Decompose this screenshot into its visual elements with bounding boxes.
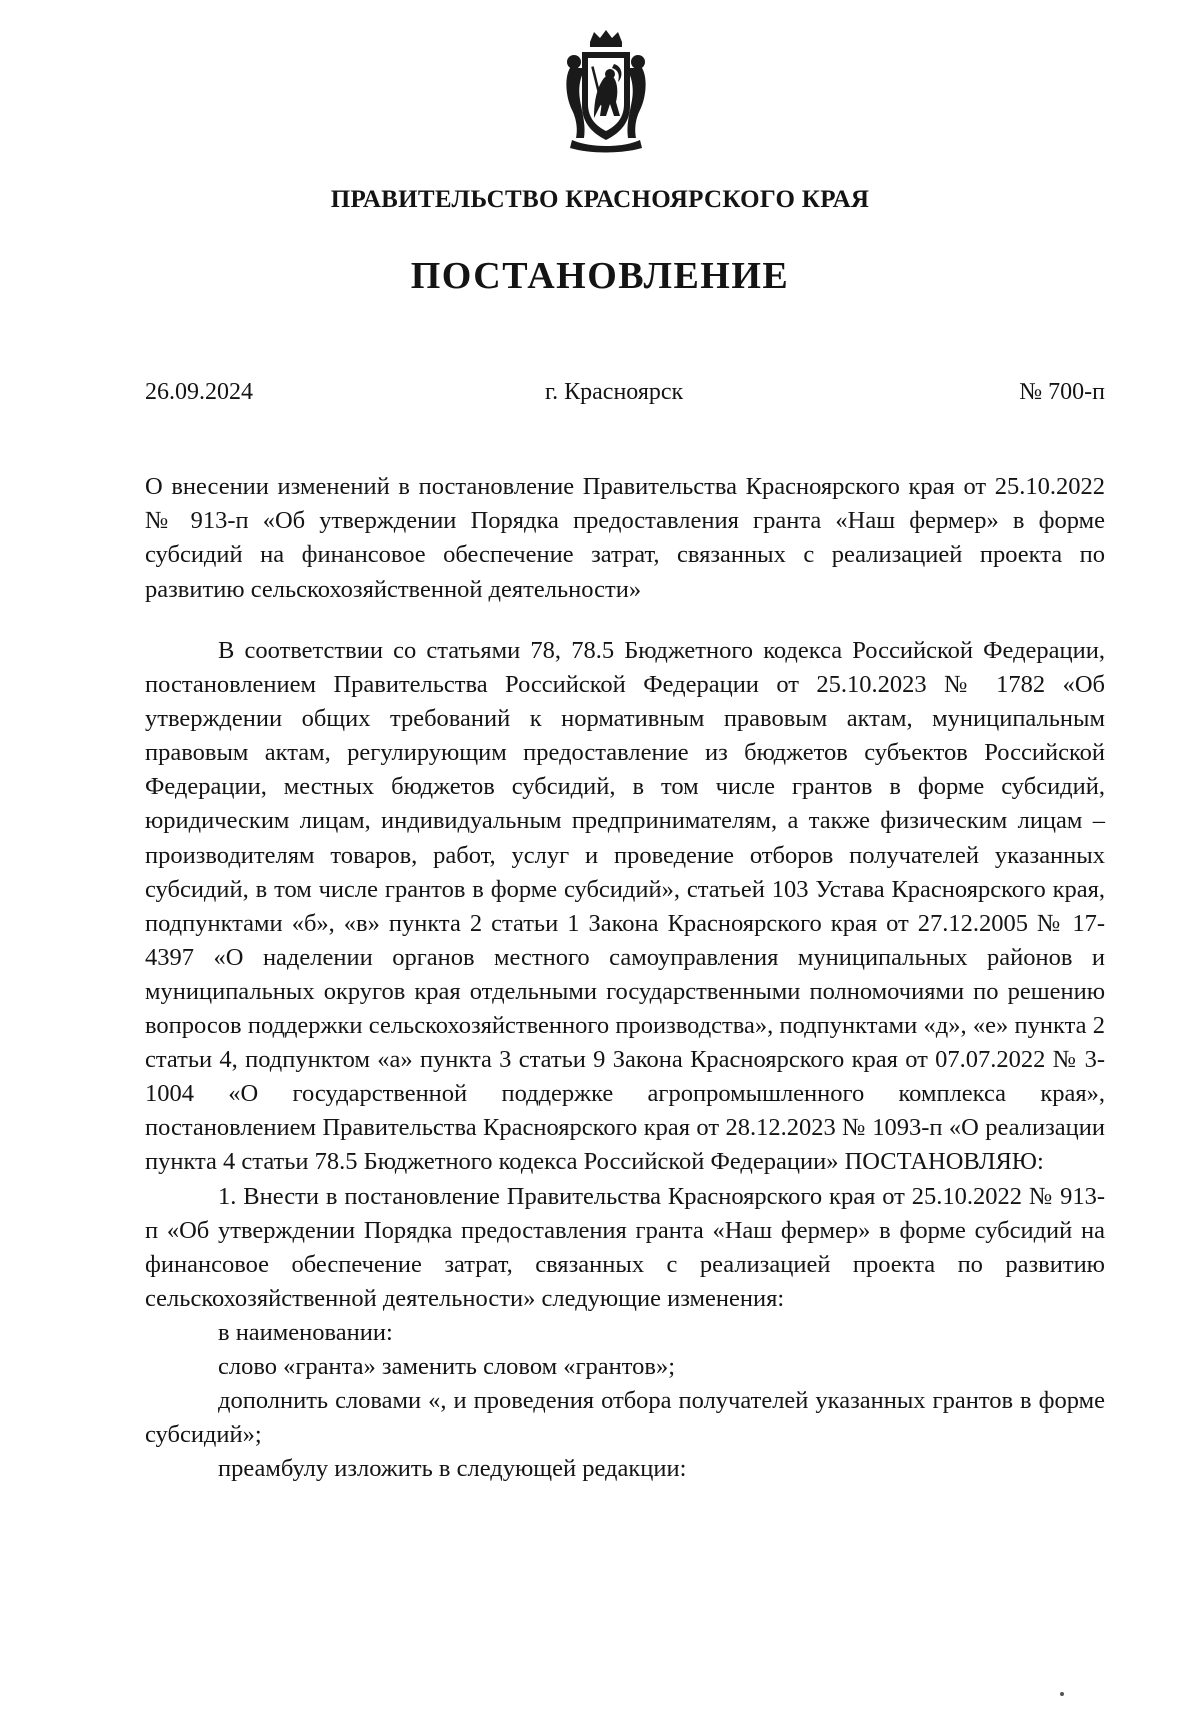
document-subject: О внесении изменений в постановление Правительства Красноярского края от 25.10.2022 № 913-п «Об утверждении Порядка предоставления гранта «Наш фермер» в форме субсидий на финансовое обеспечение затрат, связанных с реализацией проекта по развитию сельскохозяйственной деятельности» [145,473,1105,603]
document-date: 26.09.2024 [145,379,253,405]
krasnoyarsk-coat-of-arms-icon [560,28,652,154]
body-paragraph: преамбулу изложить в следующей редакции: [218,1455,687,1483]
document-type-title: ПОСТАНОВЛЕНИЕ [410,255,790,297]
document-city: г. Красноярск [545,379,684,405]
body-paragraph: дополнить словами «, и проведения отбора получателей указанных грантов в форме субсидий»; [145,1387,1105,1449]
organization-title: ПРАВИТЕЛЬСТВО КРАСНОЯРСКОГО КРАЯ [330,186,870,213]
body-paragraph: в наименовании: [218,1318,393,1346]
body-paragraph: слово «гранта» заменить словом «грантов»; [218,1352,676,1380]
body-paragraph-item-1: 1. Внести в постановление Правительства Красноярского края от 25.10.2022 № 913-п «Об утверждении Порядка предоставления гранта «Наш фермер» в форме субсидий на финансовое обеспечение затрат, связанных с реализацией проекта по развитию сельскохозяйственной деятельности» следующие изменения: [145,1182,1105,1312]
document-meta-row [145,379,1105,411]
scan-dot [1060,1692,1064,1696]
document-number: № 700-п [1019,379,1105,405]
document-body [145,634,1105,1486]
body-paragraph-preamble: В соответствии со статьями 78, 78.5 Бюджетного кодекса Российской Федерации, постановлением Правительства Российской Федерации от 25.10.2023 № 1782 «Об утверждении общих требований к нормативным правовым актам, муниципальным правовым актам, регулирующим предоставление из бюджетов субъектов Российской Федерации, местных бюджетов субсидий, в том числе грантов в форме субсидий, юридическим лицам, индивидуальным предпринимателям, а также физическим лицам – производителям товаров, работ, услуг и проведение отборов получателей указанных субсидий, в том числе грантов в форме субсидий», статьей 103 Устава Красноярского края, подпунктами «б», «в» пункта 2 статьи 1 Закона Красноярского края от 27.12.2005 № 17-4397 «О наделении органов местного самоуправления муниципальных районов и муниципальных округов края отдельными государственными полномочиями по решению вопросов поддержки сельскохозяйственного производства», подпунктами «д», «е» пункта 2 статьи 4, подпунктом «а» пункта 3 статьи 9 Закона Красноярского края от 07.07.2022 № 3-1004 «О государственной поддержке агропромышленного комплекса края», постановлением Правительства Красноярского края от 28.12.2023 № 1093-п «О реализации пункта 4 статьи 78.5 Бюджетного кодекса Российской Федерации» ПОСТАНОВЛЯЮ: [145,637,1105,1176]
